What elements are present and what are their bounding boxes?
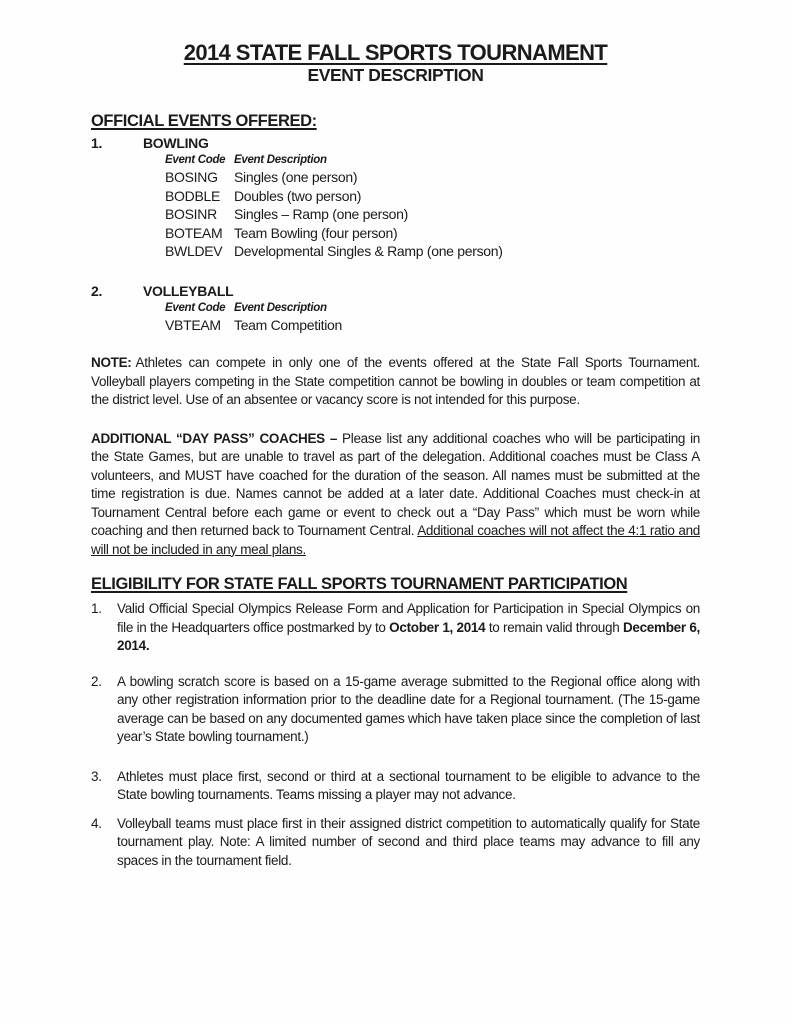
event-code: BWLDEV [165, 243, 223, 259]
day-pass-label: ADDITIONAL “DAY PASS” COACHES [91, 430, 325, 446]
sport-volleyball [91, 282, 700, 335]
document-title-text: 2014 STATE FALL SPORTS TOURNAMENT [183, 40, 608, 65]
event-row [165, 168, 700, 187]
bold-date-october: October 1, 2014 [389, 619, 486, 635]
item-number: 2. [91, 673, 102, 689]
column-event-description: Event Description [234, 154, 327, 166]
event-description: Doubles (two person) [234, 187, 362, 204]
event-row [165, 242, 700, 261]
event-table-header [165, 300, 700, 316]
day-pass-paragraph [91, 430, 700, 560]
item-text: Valid Official Special Olympics Release Form and Application for Participation in Special Olympics on file in the Headquarters office postmarked by to October 1, 2014 to remain valid through December 6, 2014. [117, 601, 700, 653]
note-label: NOTE: [91, 355, 132, 370]
item-text: A bowling scratch score is based on a 15-game average submitted to the Regional office along with any other registration information prior to the deadline date for a Regional tournament. (The 15-game average can be based on any documented games which have taken place since the completion of last year’s State bowling tournament.) [117, 673, 700, 744]
event-code: BODBLE [165, 187, 220, 204]
event-row [165, 224, 700, 243]
sport-bowling-header [91, 134, 700, 152]
item-text: Volleyball teams must place first in their assigned district competition to automatically qualify for State tournament play. Note: A limited number of second and third place teams may advance to fill any spaces in the tournament field. [117, 815, 700, 868]
eligibility-item-2 [91, 673, 700, 747]
item-number: 4. [91, 815, 102, 831]
event-description: Team Competition [234, 316, 343, 333]
event-description: Singles – Ramp (one person) [234, 206, 408, 222]
column-event-description: Event Description [234, 301, 327, 314]
item-text: Athletes must place first, second or third at a sectional tournament to be eligible to advance to the State bowling tournaments. Teams missing a player may not advance. [117, 768, 700, 802]
events-section-heading: OFFICIAL EVENTS OFFERED: [91, 112, 317, 130]
document-title [91, 40, 700, 65]
bold-date-december: December 6, 2014. [117, 619, 700, 653]
eligibility-item-4 [91, 815, 700, 871]
event-code: VBTEAM [165, 316, 221, 333]
item-number: 3. [91, 768, 102, 784]
column-event-code: Event Code [165, 301, 226, 314]
event-description: Singles (one person) [234, 169, 358, 185]
event-table-header [165, 152, 700, 168]
note-text: Athletes can compete in only one of the events offered at the State Fall Sports Tournament. Volleyball players competing in the State competition cannot be bowling in doubles or team competition at the district level. Use of an absentee or vacancy score is not intended for this purpose. [91, 355, 700, 407]
document-subtitle: EVENT DESCRIPTION [307, 65, 484, 85]
item-number: 1. [91, 601, 102, 616]
bowling-event-table [165, 152, 700, 261]
note-paragraph [91, 354, 700, 410]
event-code: BOTEAM [165, 224, 223, 241]
sport-name: VOLLEYBALL [143, 282, 234, 299]
event-row [165, 205, 700, 224]
sport-number: 1. [91, 135, 103, 151]
column-event-code: Event Code [165, 154, 226, 166]
event-code: BOSING [165, 169, 218, 185]
sport-name: BOWLING [143, 135, 209, 151]
eligibility-item-3 [91, 768, 700, 805]
event-code: BOSINR [165, 206, 217, 222]
day-pass-dash: – [324, 430, 343, 446]
eligibility-section-heading: ELIGIBILITY FOR STATE FALL SPORTS TOURNAMENT PARTICIPATION [91, 575, 628, 593]
eligibility-item-1 [91, 600, 700, 656]
sport-volleyball-header [91, 282, 700, 300]
event-row [165, 187, 700, 206]
sport-number: 2. [91, 282, 103, 299]
day-pass-underlined-sentence: Additional coaches will not affect the 4:1 ratio and will not be included in any meal plans. [91, 523, 700, 557]
volleyball-event-table [165, 300, 700, 335]
event-description: Team Bowling (four person) [234, 224, 398, 241]
sport-bowling [91, 134, 700, 261]
day-pass-text: Please list any additional coaches who will be participating in the State Games, but are unable to travel as part of the delegation. Additional coaches must be Class A volunteers, and MUST have coached for the duration of the season. All names must be submitted at the time registration is due. Names cannot be added at a later date. Additional Coaches must check-in at Tournament Central before each game or event to check out a “Day Pass” which must be worn while coaching and then returned back to Tournament Central. [91, 430, 700, 538]
event-row [165, 316, 700, 335]
event-description: Developmental Singles & Ramp (one person) [234, 243, 503, 259]
